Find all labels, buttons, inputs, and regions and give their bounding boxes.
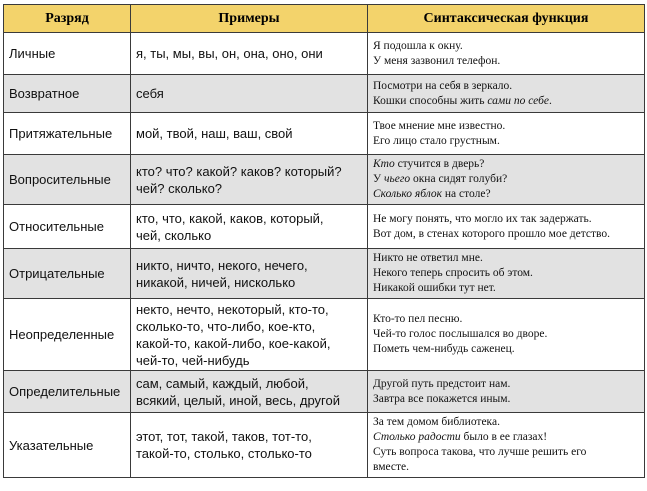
sentence-text: Твое мнение мне известно. [373, 119, 506, 132]
sentence-text: У меня зазвонил телефон. [373, 54, 501, 67]
function-example-sentence [373, 327, 639, 342]
example-line: чей, сколько [136, 227, 212, 243]
sentence-text: Завтра все покажется иным. [373, 392, 511, 405]
cell-function [368, 205, 645, 249]
cell-rank: Относительные [4, 205, 131, 249]
sentence-text: За тем домом библиотека. [373, 416, 500, 428]
cell-function [368, 75, 645, 113]
function-example-sentence [373, 342, 639, 357]
cell-examples [131, 75, 368, 113]
function-example-sentence [373, 157, 639, 172]
table-row [4, 413, 645, 478]
function-example-sentence [373, 445, 639, 460]
cell-examples [131, 371, 368, 413]
sentence-text: У [373, 173, 385, 185]
function-example-sentence [373, 377, 639, 392]
italic-highlight: Столько радости [373, 431, 461, 443]
cell-rank: Притяжательные [4, 113, 131, 155]
cell-function [368, 113, 645, 155]
header-examples: Примеры [131, 5, 368, 33]
function-example-sentence [373, 54, 639, 69]
cell-examples [131, 205, 368, 249]
table-row [4, 33, 645, 75]
cell-rank: Вопросительные [4, 155, 131, 205]
sentence-text: . [549, 94, 552, 107]
sentence-text: Кто-то пел песню. [373, 313, 463, 325]
example-line: мой, твой, наш, ваш, свой [136, 126, 293, 141]
example-line: некто, нечто, некоторый, кто-то, [136, 301, 329, 317]
cell-rank: Неопределенные [4, 299, 131, 371]
example-line: кто, что, какой, каков, который, [136, 210, 324, 226]
sentence-text: Я подошла к окну. [373, 39, 463, 52]
function-example-sentence [373, 266, 639, 281]
sentence-text: Посмотри на себя в зеркало. [373, 79, 513, 92]
header-rank: Разряд [4, 5, 131, 33]
pronoun-categories-table [3, 4, 645, 478]
sentence-text: стучится в дверь? [394, 158, 485, 170]
example-line: такой-то, столько, столько-то [136, 446, 312, 461]
table-row [4, 113, 645, 155]
table-row [4, 249, 645, 299]
function-example-sentence [373, 251, 639, 266]
cell-function [368, 371, 645, 413]
sentence-text: Вот дом, в стенах которого прошло мое детство. [373, 227, 611, 240]
table-header-row [4, 5, 645, 33]
function-example-sentence [373, 430, 639, 445]
example-line: сам, самый, каждый, любой, [136, 375, 309, 391]
function-example-sentence [373, 39, 639, 54]
sentence-text: Не могу понять, что могло их так задержать. [373, 212, 592, 225]
example-line: себя [136, 86, 164, 101]
sentence-text: Никакой ошибки тут нет. [373, 282, 496, 294]
cell-function [368, 249, 645, 299]
sentence-text: на столе? [442, 188, 491, 200]
example-line: никакой, ничей, нисколько [136, 274, 296, 290]
sentence-text: Некого теперь спросить об этом. [373, 267, 533, 279]
sentence-text: вместе. [373, 461, 410, 473]
cell-function [368, 33, 645, 75]
sentence-text: Его лицо стало грустным. [373, 134, 500, 147]
sentence-text: Никто не ответил мне. [373, 252, 483, 264]
cell-examples [131, 33, 368, 75]
cell-function [368, 155, 645, 205]
cell-examples [131, 413, 368, 478]
example-line: какой-то, какой-либо, кое-какой, [136, 335, 331, 351]
table-row [4, 205, 645, 249]
table-row [4, 299, 645, 371]
cell-examples [131, 299, 368, 371]
cell-rank: Отрицательные [4, 249, 131, 299]
function-example-sentence [373, 79, 639, 94]
example-line: я, ты, мы, вы, он, она, оно, они [136, 46, 323, 61]
cell-examples [131, 249, 368, 299]
example-line: чей? сколько? [136, 180, 223, 196]
italic-highlight: чьего [384, 173, 411, 185]
function-example-sentence [373, 134, 639, 149]
function-example-sentence [373, 94, 639, 109]
sentence-text: Суть вопроса такова, что лучше решить его [373, 446, 587, 458]
function-example-sentence [373, 187, 639, 202]
example-line: этот, тот, такой, таков, тот-то, [136, 429, 312, 444]
function-example-sentence [373, 212, 639, 227]
function-example-sentence [373, 415, 639, 430]
function-example-sentence [373, 172, 639, 187]
sentence-text: Пометь чем-нибудь саженец. [373, 343, 515, 355]
sentence-text: окна сидят голуби? [410, 173, 508, 185]
sentence-text: Чей-то голос послышался во дворе. [373, 328, 548, 340]
italic-highlight: Кто [373, 158, 395, 170]
function-example-sentence [373, 227, 639, 242]
cell-function [368, 299, 645, 371]
header-function: Синтаксическая функция [368, 5, 645, 33]
cell-examples [131, 155, 368, 205]
cell-rank: Личные [4, 33, 131, 75]
example-line: чей-то, чей-нибудь [136, 352, 250, 368]
function-example-sentence [373, 281, 639, 296]
function-example-sentence [373, 460, 639, 475]
sentence-text: Другой путь предстоит нам. [373, 377, 511, 390]
cell-examples [131, 113, 368, 155]
sentence-text: Кошки способны жить [373, 94, 488, 107]
cell-rank: Определительные [4, 371, 131, 413]
function-example-sentence [373, 119, 639, 134]
function-example-sentence [373, 312, 639, 327]
italic-highlight: сами по себе [487, 94, 550, 107]
sentence-text: было в ее глазах! [460, 431, 548, 443]
example-line: сколько-то, что-либо, кое-кто, [136, 318, 316, 334]
table-row [4, 75, 645, 113]
function-example-sentence [373, 392, 639, 407]
cell-rank: Указательные [4, 413, 131, 478]
table-row [4, 155, 645, 205]
table-body [4, 33, 645, 478]
example-line: никто, ничто, некого, нечего, [136, 257, 308, 273]
cell-function [368, 413, 645, 478]
example-line: всякий, целый, иной, весь, другой [136, 392, 341, 408]
italic-highlight: Сколько яблок [373, 188, 443, 200]
cell-rank: Возвратное [4, 75, 131, 113]
table-row [4, 371, 645, 413]
example-line: кто? что? какой? каков? который? [136, 163, 342, 179]
